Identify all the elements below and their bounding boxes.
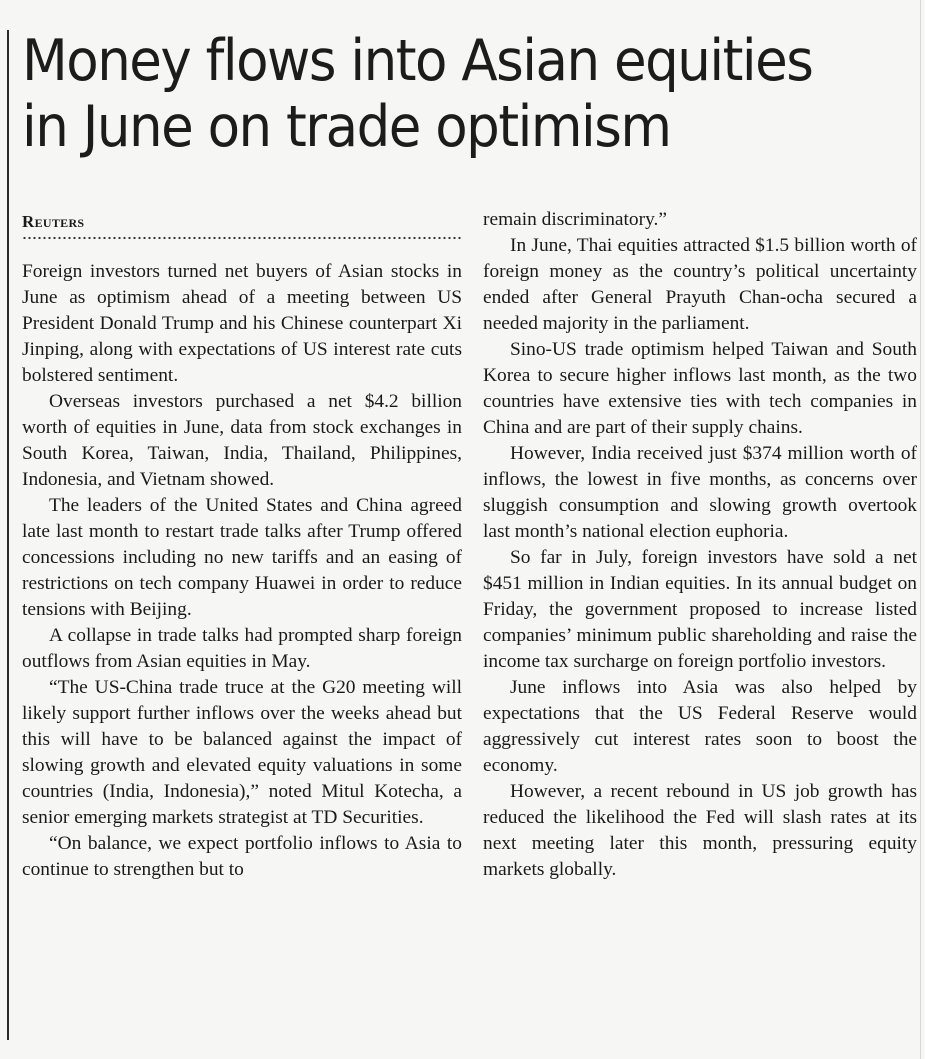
paragraph: So far in July, foreign investors have sold a net $451 million in Indian equities. In its annual budget on Friday, the government proposed to increase listed companies’ minimum public shareholding and raise the income tax surcharge on foreign portfolio investors. xyxy=(483,547,917,672)
dotted-divider xyxy=(22,235,462,241)
headline xyxy=(22,28,850,160)
paragraph: Overseas investors purchased a net $4.2 billion worth of equities in June, data from stock exchanges in South Korea, Taiwan, India, Thailand, Philippines, Indonesia, and Vietnam showed. xyxy=(22,391,462,490)
paragraph: “On balance, we expect portfolio inflows to Asia to continue to strengthen but to xyxy=(22,833,462,880)
paragraph: The leaders of the United States and China agreed late last month to restart trade talks after Trump offered concessions including no new tariffs and an easing of restrictions on tech company Huawei in order to reduce tensions with Beijing. xyxy=(22,495,462,620)
headline-line-2: in June on trade optimism xyxy=(22,94,671,160)
paragraph: However, India received just $374 million worth of inflows, the lowest in five months, as concerns over sluggish consumption and slowing growth overtook last month’s national election euphoria. xyxy=(483,443,917,542)
paragraph: June inflows into Asia was also helped by expectations that the US Federal Reserve would aggressively cut interest rates soon to boost the economy. xyxy=(483,677,917,776)
article-column-1 xyxy=(22,259,462,883)
byline: Reuters xyxy=(22,212,85,231)
paragraph: remain discriminatory.” xyxy=(483,209,667,230)
paragraph: However, a recent rebound in US job growth has reduced the likelihood the Fed will slash rates at its next meeting later this month, pressuring equity markets globally. xyxy=(483,781,917,880)
paragraph: In June, Thai equities attracted $1.5 billion worth of foreign money as the country’s political uncertainty ended after General Prayuth Chan-ocha secured a needed majority in the parliament. xyxy=(483,235,917,334)
headline-line-1: Money flows into Asian equities xyxy=(22,28,813,94)
paragraph: A collapse in trade talks had prompted sharp foreign outflows from Asian equities in May. xyxy=(22,625,462,672)
paragraph: Sino-US trade optimism helped Taiwan and South Korea to secure higher inflows last month, as the two countries have extensive ties with tech companies in China and are part of their supply chains. xyxy=(483,339,917,438)
page-edge-right xyxy=(920,0,921,1059)
column-rule-left xyxy=(7,30,9,1040)
article-column-2 xyxy=(483,207,917,883)
paragraph: Foreign investors turned net buyers of Asian stocks in June as optimism ahead of a meeting between US President Donald Trump and his Chinese counterpart Xi Jinping, along with expectations of US interest rate cuts bolstered sentiment. xyxy=(22,261,462,386)
paragraph: “The US-China trade truce at the G20 meeting will likely support further inflows over the weeks ahead but this will have to be balanced against the impact of slowing growth and elevated equity valuations in some countries (India, Indonesia),” noted Mitul Kotecha, a senior emerging markets strategist at TD Securities. xyxy=(22,677,462,828)
